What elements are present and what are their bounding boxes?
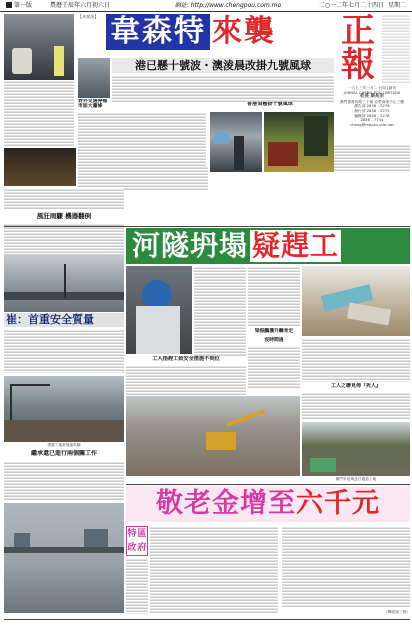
left-photo-caption: 建築工地被強風吹翻 bbox=[47, 443, 81, 447]
bottom-text-b bbox=[282, 526, 410, 608]
bottom-note-wrap bbox=[282, 610, 410, 616]
left-col-text-3 bbox=[4, 329, 124, 373]
brief-photo-1 bbox=[4, 148, 76, 186]
bottom-headline-bar bbox=[126, 486, 410, 522]
bottom-headline-b: 六千元 bbox=[296, 488, 380, 519]
bottom-text-a bbox=[150, 526, 278, 614]
tunnel-note: 澳門半島與氹仔通道工地 bbox=[335, 477, 377, 481]
tunnel-photo-site bbox=[302, 422, 410, 476]
left-col-text-1 bbox=[4, 188, 124, 210]
tunnel-subhead-3 bbox=[248, 337, 300, 345]
bottom-headline-a: 敬老金增至 bbox=[156, 488, 296, 519]
lead-text-center bbox=[112, 75, 334, 102]
lead-headline-b: 來襲 bbox=[212, 14, 276, 49]
tunnel-text-b bbox=[248, 266, 300, 326]
lead-subhead: 港已懸十號波・澳淩晨改掛九號風球 bbox=[135, 59, 311, 72]
bottom-badge-char-1: 特 bbox=[127, 529, 137, 539]
masthead-info bbox=[334, 86, 410, 127]
issue-date: 二○一二年七月二十四日 星期二 bbox=[318, 1, 406, 9]
website-url[interactable]: 網址: http://www.chengpou.com.mo bbox=[174, 1, 282, 9]
lead-photo-2 bbox=[78, 58, 110, 98]
tunnel-text-d bbox=[248, 346, 300, 388]
lead-photo-4 bbox=[264, 112, 334, 172]
masthead-phone-2: 發行部 2856 - 2275 bbox=[354, 108, 390, 113]
tunnel-headline-b: 疑趕工 bbox=[252, 229, 340, 262]
tunnel-subhead-1 bbox=[126, 356, 246, 364]
left-photo-crane bbox=[4, 254, 124, 312]
tunnel-photo-worker bbox=[126, 266, 192, 354]
page-header-bar bbox=[0, 0, 412, 12]
lead-story-left bbox=[4, 14, 74, 146]
bottom-foot-note: （轉看第三版） bbox=[384, 610, 410, 614]
lead-kicker-2-wrap bbox=[206, 102, 334, 110]
lead-intro: 【本報訊】 bbox=[78, 14, 99, 19]
masthead-logo bbox=[336, 14, 380, 85]
masthead-bottom-text bbox=[334, 144, 410, 172]
lead-kicker-1: 對外交通停頓 市面大蕭條 bbox=[78, 99, 108, 109]
left-headline-2: 繼承還已進行兩個關工作 bbox=[30, 450, 97, 457]
masthead-phone-1: 廣告部 2856 - 2276 bbox=[354, 104, 390, 109]
left-col-text-2 bbox=[4, 223, 124, 253]
masthead-publisher: 社長 蔡兆宗 bbox=[359, 94, 385, 100]
left-caption-bar bbox=[4, 313, 124, 327]
left-headline-1: 風狂雨驟 機器翻倒 bbox=[36, 212, 92, 220]
masthead-name-en: JORNAL CHENG POU LIMITADA bbox=[343, 90, 401, 95]
lead-kicker-1-wrap bbox=[78, 99, 112, 111]
square-icon bbox=[6, 2, 12, 8]
bottom-badge-char-4: 府 bbox=[137, 543, 147, 553]
tunnel-headline-bar bbox=[126, 228, 410, 264]
tunnel-headline-h2: 梁振鵬獲升鋼肯定 bbox=[254, 328, 294, 334]
page-number: 第一版 bbox=[6, 2, 50, 10]
lead-text-bottom bbox=[78, 166, 208, 190]
left-article-2 bbox=[4, 450, 124, 460]
tunnel-headline-a: 河隧坍塌 bbox=[132, 229, 249, 262]
bottom-left-photo bbox=[4, 503, 124, 613]
divider-top bbox=[4, 226, 410, 227]
lead-subhead-bar bbox=[112, 58, 334, 73]
masthead-char-1: 正 bbox=[341, 14, 375, 51]
masthead-established: 一九七三年一月二十四日創刊 bbox=[347, 86, 397, 90]
tunnel-headline-h1: 工人指趕工致安全措施不到位 bbox=[152, 356, 220, 362]
lead-photo-3 bbox=[210, 112, 262, 172]
left-photo-caption-wrap bbox=[4, 443, 124, 449]
tunnel-note-wrap bbox=[302, 477, 410, 483]
masthead-char-2: 報 bbox=[341, 45, 375, 85]
masthead-phone-3: 編輯部 2856 - 2278 bbox=[354, 113, 390, 118]
lunar-date: 農曆壬辰年六月初六日 bbox=[50, 1, 111, 9]
divider-footer bbox=[4, 619, 410, 620]
masthead-address: 澳門提督馬路三十號 信榮商業中心三樓 bbox=[339, 99, 405, 104]
left-article-1 bbox=[4, 212, 124, 222]
tunnel-subhead-2 bbox=[248, 328, 300, 336]
bottom-badge bbox=[126, 526, 148, 556]
tunnel-text-f bbox=[302, 392, 410, 420]
tunnel-photo-main bbox=[302, 266, 410, 336]
lead-brief-photos bbox=[4, 148, 76, 186]
divider-bottom bbox=[126, 484, 410, 485]
lead-kicker-2: 香港須懸掛十號風球 bbox=[247, 102, 293, 107]
tunnel-text-a bbox=[194, 266, 246, 356]
tunnel-headline-h3: 沒時間過 bbox=[264, 337, 284, 343]
left-photo-site bbox=[4, 376, 124, 442]
lead-text-left bbox=[4, 80, 74, 146]
masthead-sidebar bbox=[382, 14, 410, 84]
tunnel-text-c bbox=[302, 338, 410, 382]
lead-headline-block bbox=[78, 14, 330, 57]
lead-headline-a: 韋森特 bbox=[106, 14, 210, 50]
bottom-text-c bbox=[126, 558, 148, 614]
left-caption-headline: 崔：首重安全質量 bbox=[6, 313, 94, 327]
masthead-email[interactable]: cheng@macau.ctm.net bbox=[350, 122, 394, 127]
left-col-text-4 bbox=[4, 461, 124, 501]
tunnel-photo-excavator bbox=[126, 396, 300, 476]
bottom-badge-char-2: 區 bbox=[137, 529, 147, 539]
tunnel-headline-h4: 工人之聯見佈『死人』 bbox=[330, 383, 381, 389]
lead-photo-1 bbox=[4, 14, 74, 80]
masthead-phone-4: 2856 - 7744 bbox=[360, 118, 384, 123]
masthead bbox=[334, 14, 410, 142]
lead-headline bbox=[106, 14, 276, 50]
bottom-badge-char-3: 政 bbox=[127, 543, 137, 553]
lead-text-middle bbox=[78, 112, 206, 166]
tunnel-text-e bbox=[126, 365, 246, 395]
tunnel-subhead-4 bbox=[302, 383, 410, 391]
